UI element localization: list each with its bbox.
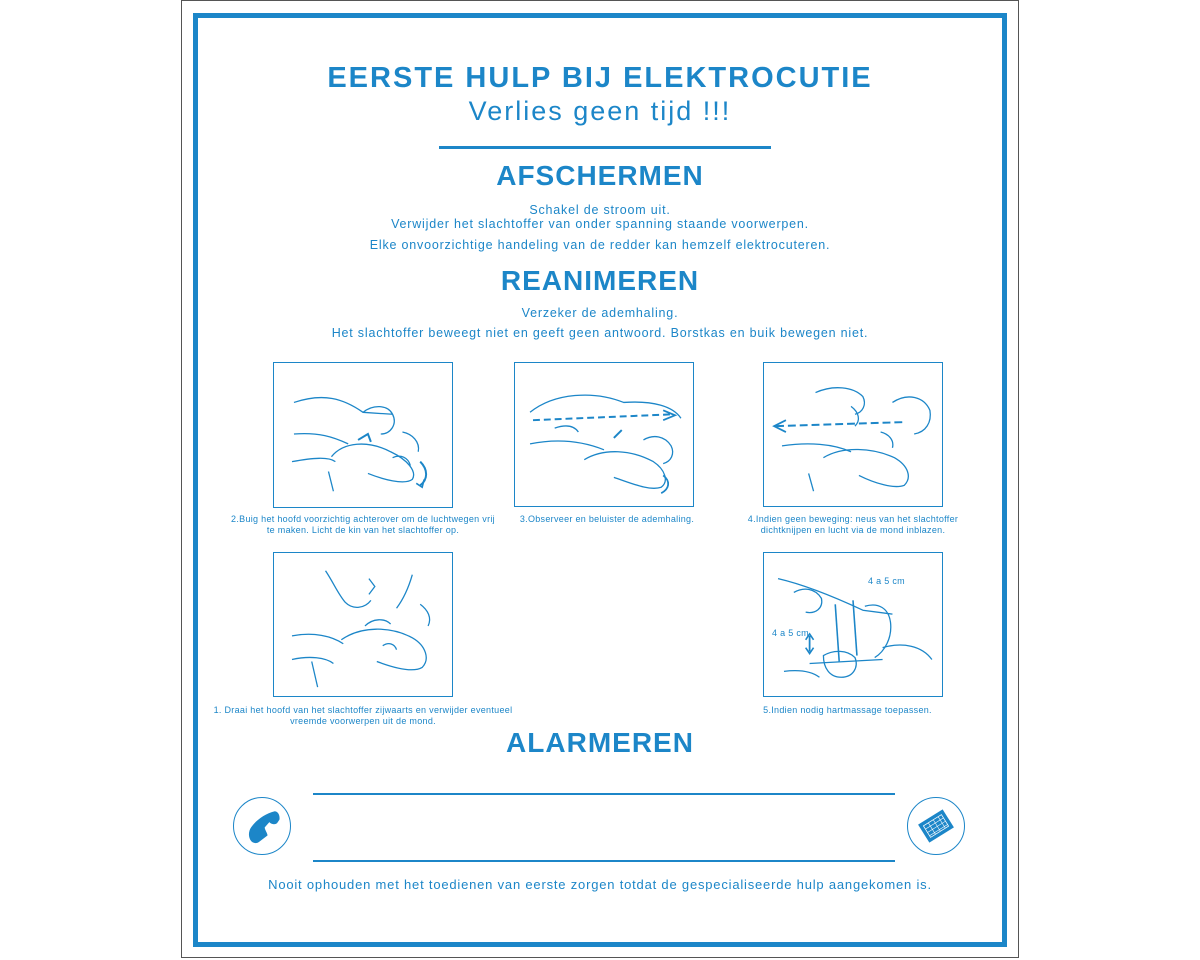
telephone-icon (233, 797, 291, 855)
reanimeren-line-1: Verzeker de ademhaling. (521, 306, 679, 320)
measure-label-top: 4 a 5 cm (868, 576, 905, 586)
phonebook-icon (907, 797, 965, 855)
alarmeren-heading: ALARMEREN (506, 727, 694, 758)
step-4-caption: 4.Indien geen beweging: neus van het slachtoffer dichtknijpen en lucht via de mond inblazen. (747, 514, 959, 535)
afschermen-heading: AFSCHERMEN (496, 160, 704, 191)
step-2-caption: 2.Buig het hoofd voorzichtig achterover om de luchtwegen vrij te maken. Licht de kin van het slachtoffer op. (231, 514, 495, 535)
measure-label-side: 4 a 5 cm (772, 628, 809, 638)
sign-title: EERSTE HULP BIJ ELEKTROCUTIE (327, 62, 873, 94)
sign-subtitle: Verlies geen tijd !!! (468, 96, 732, 126)
afschermen-line-3: Elke onvoorzichtige handeling van de redder kan hemzelf elektrocuteren. (369, 238, 831, 252)
reanimeren-line-2: Het slachtoffer beweegt niet en geeft geen antwoord. Borstkas en buik bewegen niet. (331, 326, 869, 340)
phone-number-line-bottom (313, 860, 895, 862)
step-5-caption: 5.Indien nodig hartmassage toepassen. (763, 705, 932, 715)
title-divider (439, 146, 771, 149)
step-1-caption: 1. Draai het hoofd van het slachtoffer zijwaarts en verwijder eventueel vreemde voorwerpen uit de mond. (213, 705, 513, 726)
afschermen-line-1: Schakel de stroom uit. (529, 203, 671, 217)
afschermen-line-2: Verwijder het slachtoffer van onder spanning staande voorwerpen. (391, 217, 809, 231)
phone-number-line-top (313, 793, 895, 795)
step-3-caption: 3.Observeer en beluister de ademhaling. (519, 514, 695, 524)
reanimeren-heading: REANIMEREN (500, 265, 700, 296)
step-4-illustration (763, 362, 943, 507)
step-5-illustration (763, 552, 943, 697)
step-1-illustration (273, 552, 453, 697)
footer-text: Nooit ophouden met het toedienen van eerste zorgen totdat de gespecialiseerde hulp aangekomen is. (268, 877, 932, 892)
step-3-illustration (514, 362, 694, 507)
step-2-illustration (273, 362, 453, 508)
